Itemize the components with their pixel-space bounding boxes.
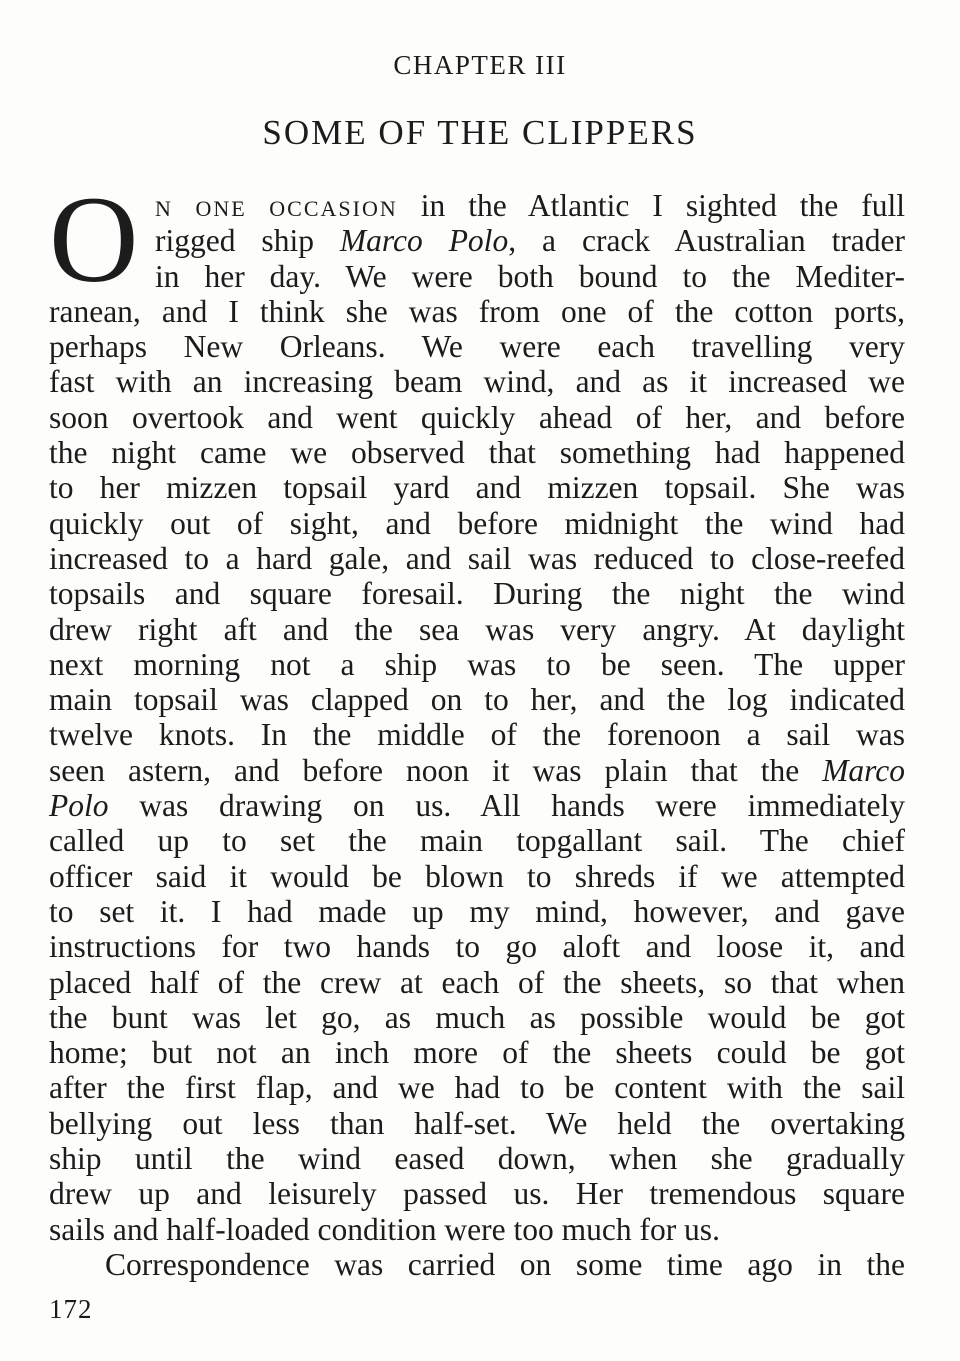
page-number: 172 [49,1294,93,1324]
line-text: rigged ship [155,223,340,259]
text-line: main topsail was clapped on to her, and the log indicated [49,682,905,718]
text-line: officer said it would be blown to shreds if we attempted [49,858,905,894]
text-line: Correspondence was carried on some time ago in the [105,1246,905,1282]
text-line: soon overtook and went quickly ahead of her, and before [49,399,905,435]
text-line [49,753,905,788]
text-line [49,188,905,223]
text-line: drew up and leisurely passed us. Her tremendous square [49,1176,905,1212]
text-line: in her day. We were both bound to the Mediter- [155,258,905,294]
text-line: increased to a hard gale, and sail was reduced to close-reefed [49,540,905,576]
chapter-label: CHAPTER III [393,50,567,80]
text-line: to set it. I had made up my mind, however, and gave [49,893,905,929]
text-line: placed half of the crew at each of the sheets, so that when [49,964,905,1000]
line-text: seen astern, and before noon it was plain that the [49,752,823,788]
text-line: sails and half-loaded condition were too much for us. [49,1211,720,1247]
body-text [49,188,905,1282]
chapter-title: SOME OF THE CLIPPERS [262,113,698,152]
text-line: ship until the wind eased down, when she gradually [49,1141,905,1177]
text-line: bellying out less than half-set. We held the overtaking [49,1105,905,1141]
text-line: twelve knots. In the middle of the forenoon a sail was [49,717,905,753]
text-line: to her mizzen topsail yard and mizzen topsail. She was [49,470,905,506]
ship-name: Marco [822,752,905,788]
ship-name: Marco Polo [339,223,509,259]
text-line: called up to set the main topgallant sail. The chief [49,823,905,859]
text-line [49,223,905,258]
ship-name: Polo [49,788,109,824]
text-line: the night came we observed that something had happened [49,435,905,471]
text-line: after the first flap, and we had to be content with the sail [49,1070,905,1106]
text-line: quickly out of sight, and before midnight the wind had [49,505,905,541]
text-line: fast with an increasing beam wind, and as it increased we [49,364,905,400]
text-line: topsails and square foresail. During the night the wind [49,576,905,612]
text-line: perhaps New Orleans. We were each travelling very [49,329,905,365]
line-text: was drawing on us. All hands were immediately [108,788,905,824]
text-line [49,788,905,823]
line-text: in the Atlantic I sighted the full [397,188,905,223]
text-line: the bunt was let go, as much as possible would be got [49,999,905,1035]
small-caps-opening: N ONE OCCASION [155,196,398,221]
text-line: ranean, and I think she was from one of the cotton ports, [49,293,905,329]
text-line: next morning not a ship was to be seen. The upper [49,646,905,682]
drop-cap: O [49,171,139,308]
line-text: , a crack Australian trader [508,223,906,259]
text-line: home; but not an inch more of the sheets could be got [49,1035,905,1071]
text-line: instructions for two hands to go aloft and loose it, and [49,929,905,965]
text-line: drew right aft and the sea was very angry. At daylight [49,611,905,647]
